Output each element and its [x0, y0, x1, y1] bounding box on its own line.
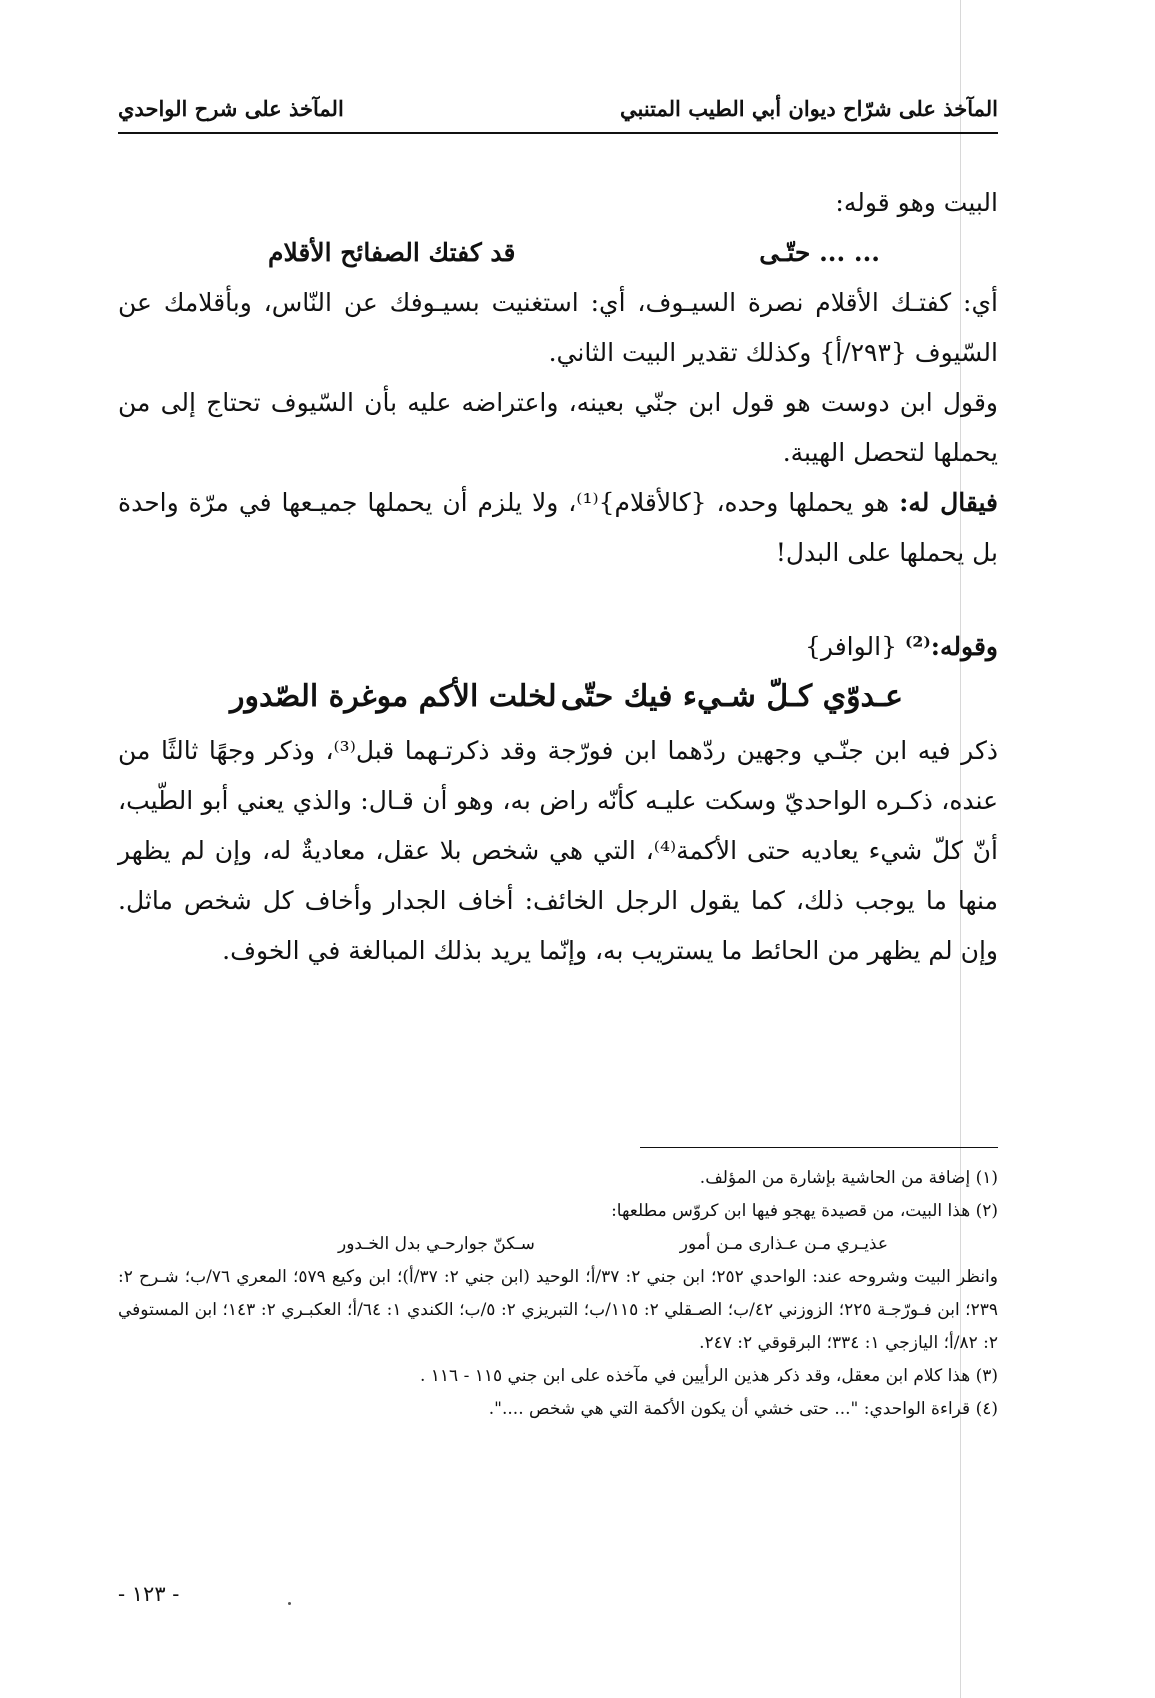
paragraph-3-lead: فيقال له:	[899, 488, 999, 517]
verse-2-hemistich-1: عـدوّي كـلّ شـيء فيك حتّى	[560, 679, 903, 714]
main-text	[118, 178, 998, 976]
print-speck	[288, 1602, 291, 1605]
header-section-title: المآخذ على شرح الواحدي	[118, 96, 344, 121]
paragraph-4	[118, 622, 998, 672]
intro-line: البيت وهو قوله:	[835, 188, 998, 217]
verse-1-hemistich-1: ... ... حتّـى	[759, 238, 880, 267]
footnotes	[118, 1162, 998, 1426]
footnote-rule	[640, 1147, 998, 1148]
meter-label: {الوافر}	[805, 632, 897, 661]
footnote-2-hemistich-2: سـكنّ جوارحـي بدل الخـدور	[338, 1234, 535, 1254]
paragraph-5: ذكر فيه ابن جنّـي وجهين ردّهما ابن فورّجة وقد ذكرتـهما قبل⁽³⁾، وذكر وجهًا ثالثًا من عنده، ذكـره الواحديّ وسكت عليـه كأنّه راض به، وهو أن قـال: والذي يعني أبو الطّيب، أنّ كلّ شيء يعاديه حتى الأكمة⁽⁴⁾، التي هي شخص بلا عقل، معاديةٌ له، وإن لم يظهر منها ما يوجب ذلك، كما يقول الرجل الخائف: أخاف الجدار وأخاف كل شخص ماثل. وإن لم يظهر من الحائط ما يستريب به، وإنّما يريد بذلك المبالغة في الخوف.	[118, 736, 998, 965]
verse-2	[118, 672, 998, 726]
paragraph-4-lead: وقوله:⁽²⁾	[904, 632, 998, 661]
paragraph-2: وقول ابن دوست هو قول ابن جنّي بعينه، واعتراضه عليه بأن السّيوف تحتاج إلى من يحملها لتحصل الهيبة.	[118, 388, 998, 467]
running-header	[118, 90, 998, 132]
header-rule	[118, 132, 998, 134]
footnote-1: (١) إضافة من الحاشية بإشارة من المؤلف.	[699, 1168, 998, 1188]
paragraph-3	[118, 478, 998, 578]
header-book-title: المآخذ على شرّاح ديوان أبي الطيب المتنبي	[620, 96, 998, 121]
footnote-4: (٤) قراءة الواحدي: "... حتى خشي أن يكون الأكمة التي هي شخص ....".	[488, 1399, 998, 1419]
section-gap	[118, 578, 998, 622]
verse-2-hemistich-2: لخلت الأكم موغرة الصّدور	[230, 679, 557, 714]
paragraph-1: أي: كفتـك الأقلام نصرة السيـوف، أي: استغنيت بسيـوفك عن النّاس، وبأقلامك عن السّيوف {٢٩٣/أ} وكذلك تقدير البيت الثاني.	[118, 288, 998, 367]
paragraph-3-text: هو يحملها وحده، {كالأقلام}⁽¹⁾، ولا يلزم أن يحملها جميـعها في مرّة واحدة بل يحملها على البدل!	[118, 488, 998, 567]
footnote-2: (٢) هذا البيت، من قصيدة يهجو فيها ابن كروّس مطلعها:	[611, 1201, 998, 1221]
footnote-3: (٣) هذا كلام ابن معقل، وقد ذكر هذين الرأيين في مآخذه على ابن جني ١١٥ - ١١٦ .	[419, 1366, 998, 1386]
verse-1	[118, 228, 998, 278]
footnote-2-verse	[118, 1228, 998, 1261]
page-number: - ١٢٣ -	[118, 1582, 180, 1606]
footnote-2-references: وانظر البيت وشروحه عند: الواحدي ٢٥٢؛ ابن جني ٢: ٣٧/أ؛ الوحيد (ابن جني ٢: ٣٧/أ)؛ ابن وكيع ٥٧٩؛ المعري ٧٦/ب؛ شـرح ٢: ٢٣٩؛ ابن فـورّجـة ٢٢٥؛ الزوزني ٤٢/ب؛ الصـقلي ٢: ١١٥/ب؛ التبريزي ٢: ٥/ب؛ الكندي ١: ٦٤/أ؛ العكبـري ٢: ١٤٣؛ ابن المستوفي ٢: ٨٢/أ؛ اليازجي ١: ٣٣٤؛ البرقوقي ٢: ٢٤٧.	[118, 1267, 998, 1353]
verse-1-hemistich-2: قد كفتك الصفائح الأقلام	[268, 238, 516, 267]
footnote-2-hemistich-1: عذيـري مـن عـذارى مـن أمور	[679, 1234, 888, 1254]
